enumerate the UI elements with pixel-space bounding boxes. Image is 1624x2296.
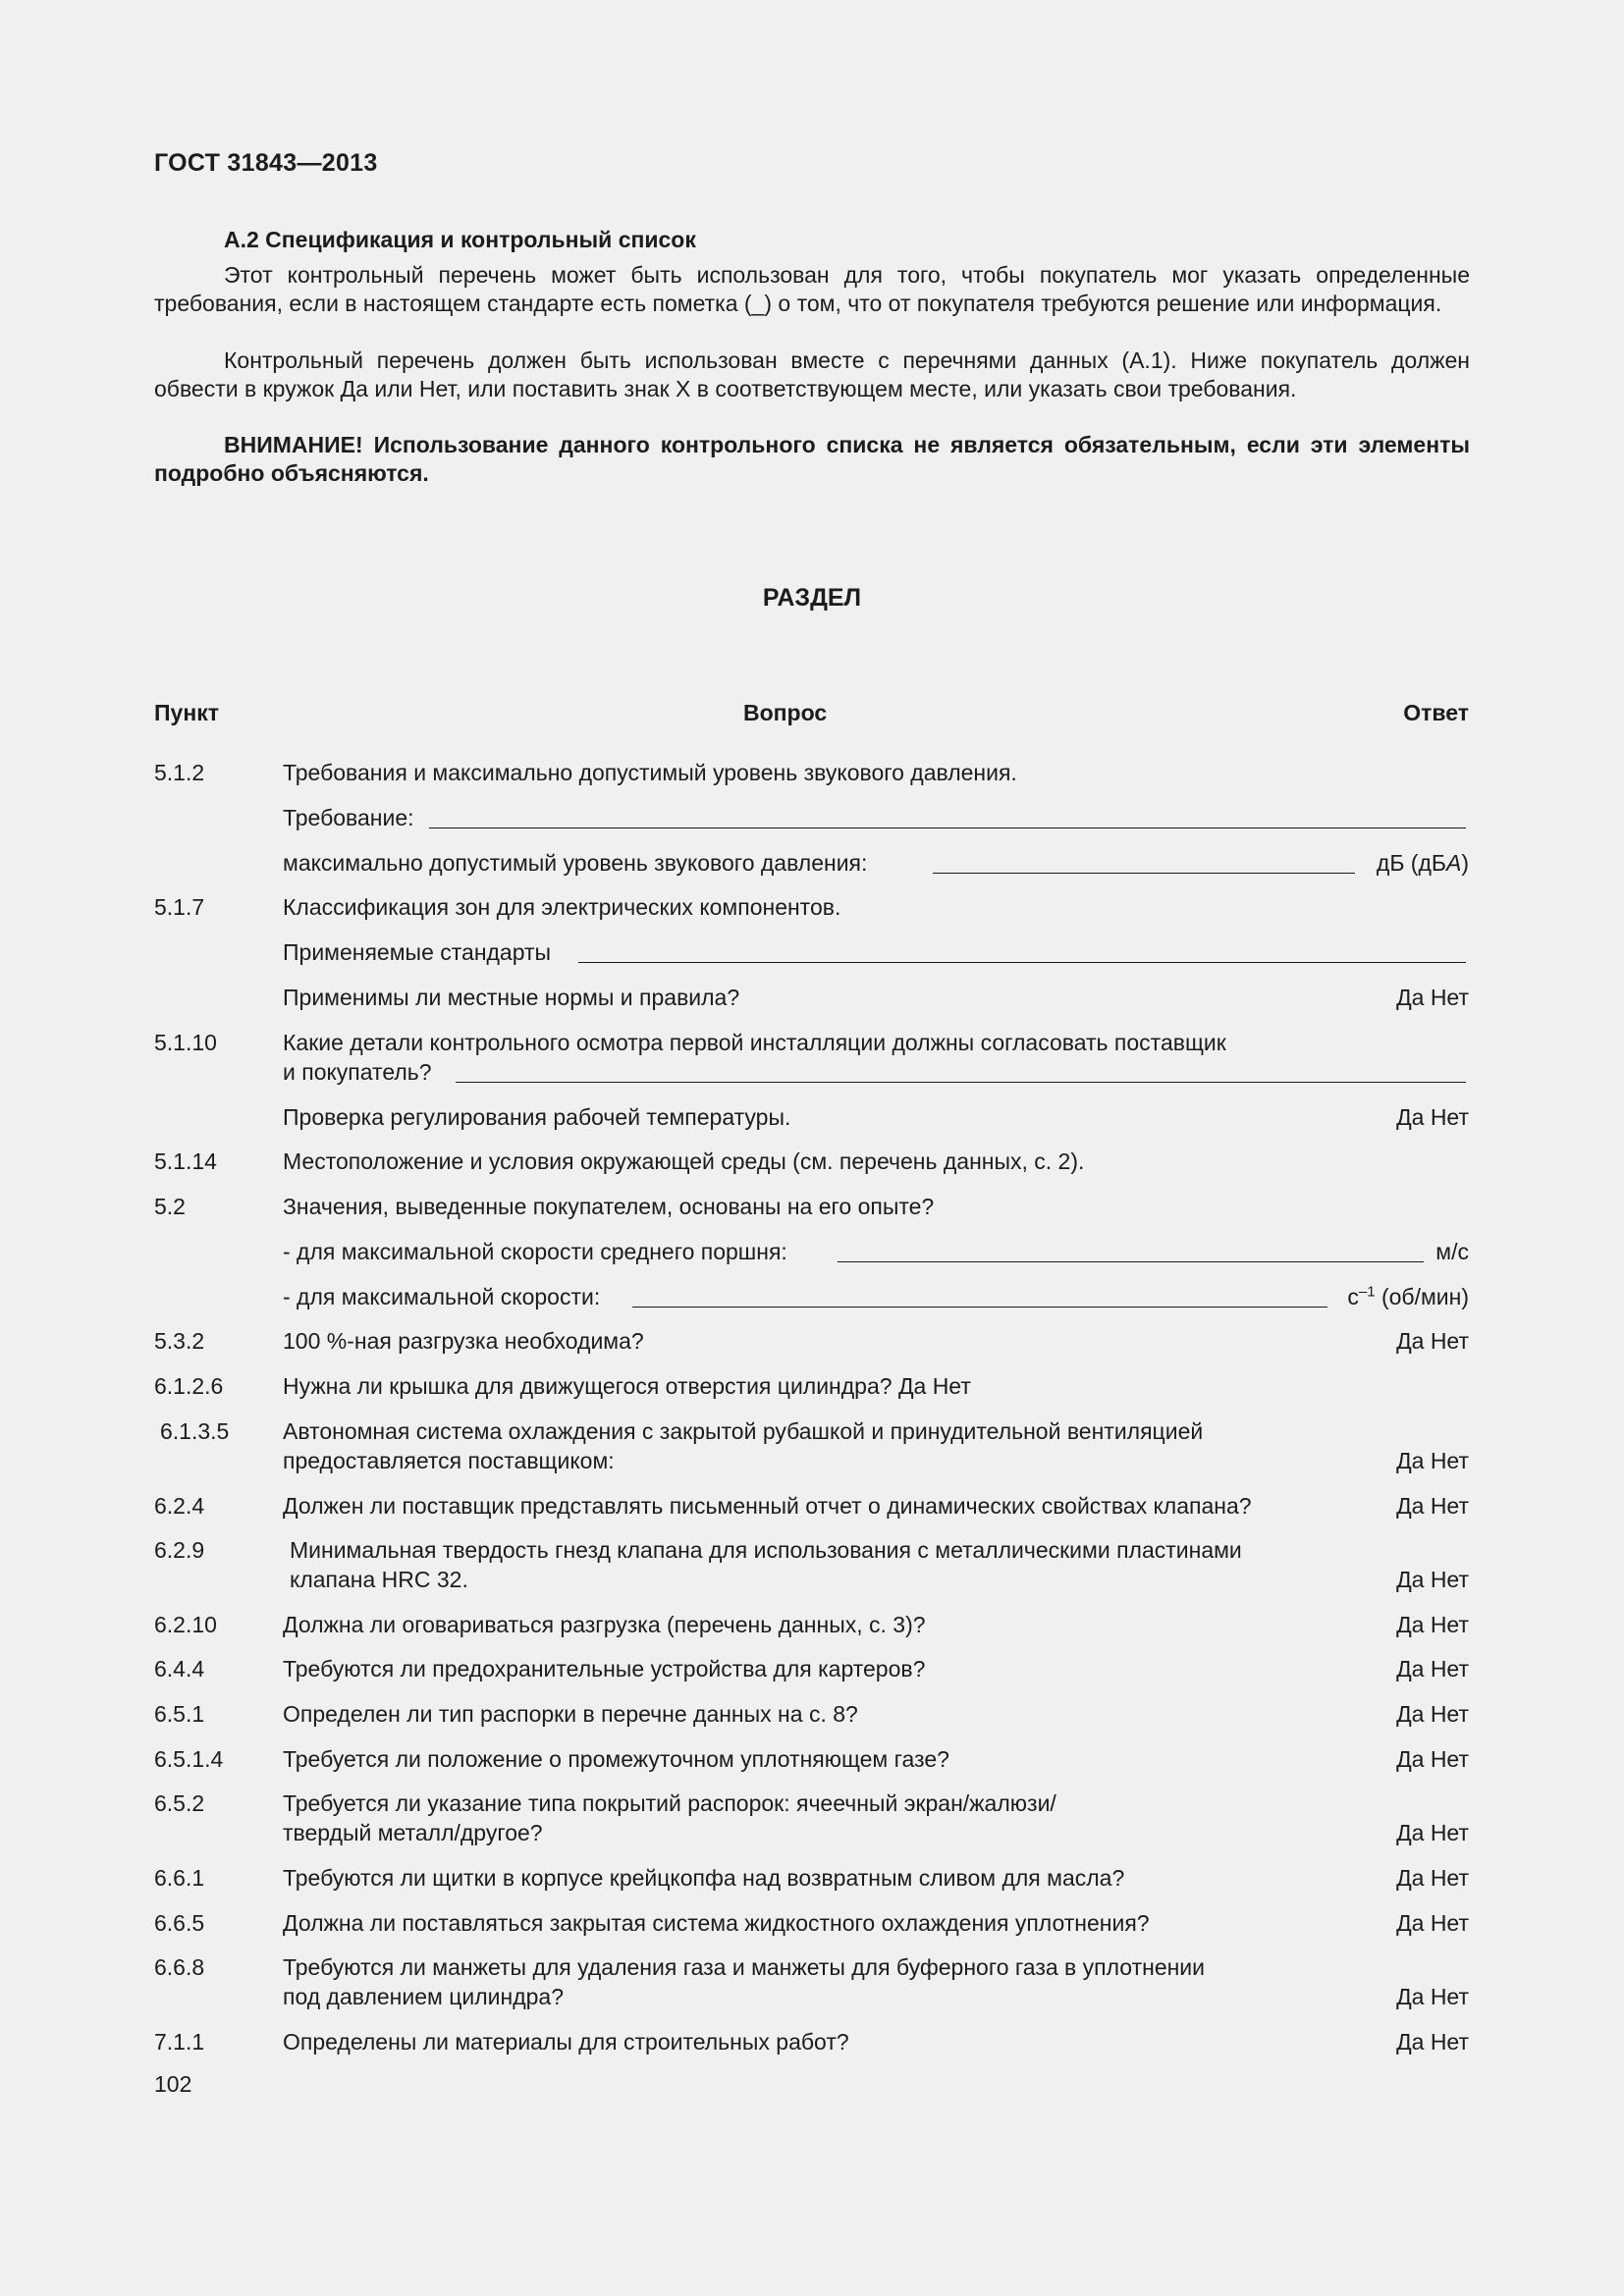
row-number: 5.3.2 bbox=[154, 1328, 205, 1354]
row-number: 5.1.14 bbox=[154, 1148, 217, 1174]
yes-no-answer[interactable]: Да Нет bbox=[1396, 1746, 1469, 1772]
fill-in-line[interactable] bbox=[578, 962, 1466, 963]
row-question-line2: под давлением цилиндра? bbox=[283, 1984, 564, 2009]
row-question: Применимы ли местные нормы и правила? bbox=[283, 985, 740, 1010]
column-header-answer: Ответ bbox=[1403, 700, 1469, 725]
warning-paragraph: ВНИМАНИЕ! Использование данного контрольного списка не является обязательным, если эти элементы подробно объясняются. bbox=[154, 432, 1470, 486]
row-question: 100 %-ная разгрузка необходима? bbox=[283, 1328, 644, 1354]
row-number: 6.6.5 bbox=[154, 1910, 205, 1936]
yes-no-answer[interactable]: Да Нет bbox=[1396, 1984, 1469, 2009]
row-number: 5.1.2 bbox=[154, 760, 205, 785]
yes-no-answer[interactable]: Да Нет bbox=[1396, 1328, 1469, 1354]
yes-no-answer[interactable]: Да Нет bbox=[1396, 1865, 1469, 1891]
row-question: Местоположение и условия окружающей среды (см. перечень данных, с. 2). bbox=[283, 1148, 1085, 1174]
row-question: Определены ли материалы для строительных работ? bbox=[283, 2029, 849, 2055]
row-question: максимально допустимый уровень звукового давления: bbox=[283, 850, 868, 876]
row-question-line2: твердый металл/другое? bbox=[283, 1820, 543, 1845]
row-number: 6.2.9 bbox=[154, 1537, 205, 1563]
row-question-line2: клапана HRC 32. bbox=[290, 1567, 468, 1592]
yes-no-answer[interactable]: Да Нет bbox=[1396, 1104, 1469, 1130]
row-number: 6.5.1 bbox=[154, 1701, 205, 1727]
yes-no-answer[interactable]: Да Нет bbox=[1396, 1448, 1469, 1473]
paragraph-usage: Контрольный перечень должен быть использован вместе с перечнями данных (А.1). Ниже покупатель должен обвести в кружок Да или Нет, или поставить знак X в соответствующем месте, или указать свои требования. bbox=[154, 347, 1470, 401]
row-question-line2: и покупатель? bbox=[283, 1059, 432, 1085]
row-number: 5.1.7 bbox=[154, 894, 205, 920]
yes-no-answer[interactable]: Да Нет bbox=[1396, 1701, 1469, 1727]
row-question: Требуются ли щитки в корпусе крейцкопфа над возвратным сливом для масла? bbox=[283, 1865, 1125, 1891]
row-number: 6.5.1.4 bbox=[154, 1746, 224, 1772]
row-question: Минимальная твердость гнезд клапана для использования с металлическими пластинами bbox=[290, 1537, 1242, 1563]
row-number: 6.4.4 bbox=[154, 1656, 205, 1682]
yes-no-answer[interactable]: Да Нет bbox=[1396, 2029, 1469, 2055]
yes-no-answer[interactable]: Да Нет bbox=[1396, 1656, 1469, 1682]
row-question: Какие детали контрольного осмотра первой инсталляции должны согласовать поставщик bbox=[283, 1030, 1226, 1055]
row-question: Требуются ли предохранительные устройства для картеров? bbox=[283, 1656, 926, 1682]
row-number: 5.2 bbox=[154, 1194, 186, 1219]
row-number: 6.5.2 bbox=[154, 1790, 205, 1816]
page-number: 102 bbox=[154, 2071, 192, 2097]
row-number: 6.1.2.6 bbox=[154, 1373, 224, 1399]
row-number: 6.2.10 bbox=[154, 1612, 217, 1637]
row-number: 7.1.1 bbox=[154, 2029, 205, 2055]
yes-no-answer[interactable]: Да Нет bbox=[1396, 1910, 1469, 1936]
column-header-item: Пункт bbox=[154, 700, 219, 725]
row-question: Определен ли тип распорки в перечне данных на с. 8? bbox=[283, 1701, 858, 1727]
row-question: Автономная система охлаждения с закрытой рубашкой и принудительной вентиляцией bbox=[283, 1418, 1204, 1444]
row-number: 6.6.1 bbox=[154, 1865, 205, 1891]
row-question: Нужна ли крышка для движущегося отверстия цилиндра? Да Нет bbox=[283, 1373, 971, 1399]
row-question: Должна ли оговариваться разгрузка (перечень данных, с. 3)? bbox=[283, 1612, 926, 1637]
fill-in-line[interactable] bbox=[933, 873, 1355, 874]
row-question-line2: предоставляется поставщиком: bbox=[283, 1448, 615, 1473]
row-question: Применяемые стандарты bbox=[283, 939, 552, 965]
paragraph-intro: Этот контрольный перечень может быть использован для того, чтобы покупатель мог указать определенные требования, если в настоящем стандарте есть пометка (_) о том, что от покупателя требуются решение или информация. bbox=[154, 262, 1470, 316]
row-question: Требования и максимально допустимый уровень звукового давления. bbox=[283, 760, 1017, 785]
standard-title: ГОСТ 31843—2013 bbox=[154, 149, 378, 177]
column-header-question: Вопрос bbox=[743, 700, 828, 725]
row-question: Должна ли поставляться закрытая система жидкостного охлаждения уплотнения? bbox=[283, 1910, 1150, 1936]
row-question: Проверка регулирования рабочей температуры. bbox=[283, 1104, 791, 1130]
row-number: 6.1.3.5 bbox=[160, 1418, 230, 1444]
fill-in-line[interactable] bbox=[456, 1082, 1466, 1083]
row-question: Классификация зон для электрических компонентов. bbox=[283, 894, 841, 920]
yes-no-answer[interactable]: Да Нет bbox=[1396, 1612, 1469, 1637]
row-question: Требуется ли положение о промежуточном уплотняющем газе? bbox=[283, 1746, 949, 1772]
row-question: Должен ли поставщик представлять письменный отчет о динамических свойствах клапана? bbox=[283, 1493, 1252, 1519]
row-number: 5.1.10 bbox=[154, 1030, 217, 1055]
unit-label: м/с bbox=[1435, 1239, 1469, 1264]
fill-in-line[interactable] bbox=[632, 1307, 1327, 1308]
unit-label: дБ (дБА) bbox=[1376, 850, 1469, 876]
fill-in-line[interactable] bbox=[838, 1261, 1424, 1262]
section-heading: А.2 Спецификация и контрольный список bbox=[224, 227, 696, 252]
row-question: Требуются ли манжеты для удаления газа и манжеты для буферного газа в уплотнении bbox=[283, 1954, 1206, 1980]
row-question: Требование: bbox=[283, 805, 414, 830]
table-title: РАЗДЕЛ bbox=[762, 584, 862, 612]
row-question: Значения, выведенные покупателем, основаны на его опыте? bbox=[283, 1194, 935, 1219]
unit-label: $с^{-1}$ (об/мин) bbox=[1347, 1283, 1469, 1309]
yes-no-answer[interactable]: Да Нет bbox=[1396, 1493, 1469, 1519]
row-question: - для максимальной скорости среднего поршня: bbox=[283, 1239, 787, 1264]
row-number: 6.2.4 bbox=[154, 1493, 205, 1519]
yes-no-answer[interactable]: Да Нет bbox=[1396, 1820, 1469, 1845]
row-number: 6.6.8 bbox=[154, 1954, 205, 1980]
row-question: - для максимальной скорости: bbox=[283, 1284, 601, 1309]
row-question: Требуется ли указание типа покрытий распорок: ячеечный экран/жалюзи/ bbox=[283, 1790, 1056, 1816]
yes-no-answer[interactable]: Да Нет bbox=[1396, 1567, 1469, 1592]
yes-no-answer[interactable]: Да Нет bbox=[1396, 985, 1469, 1010]
